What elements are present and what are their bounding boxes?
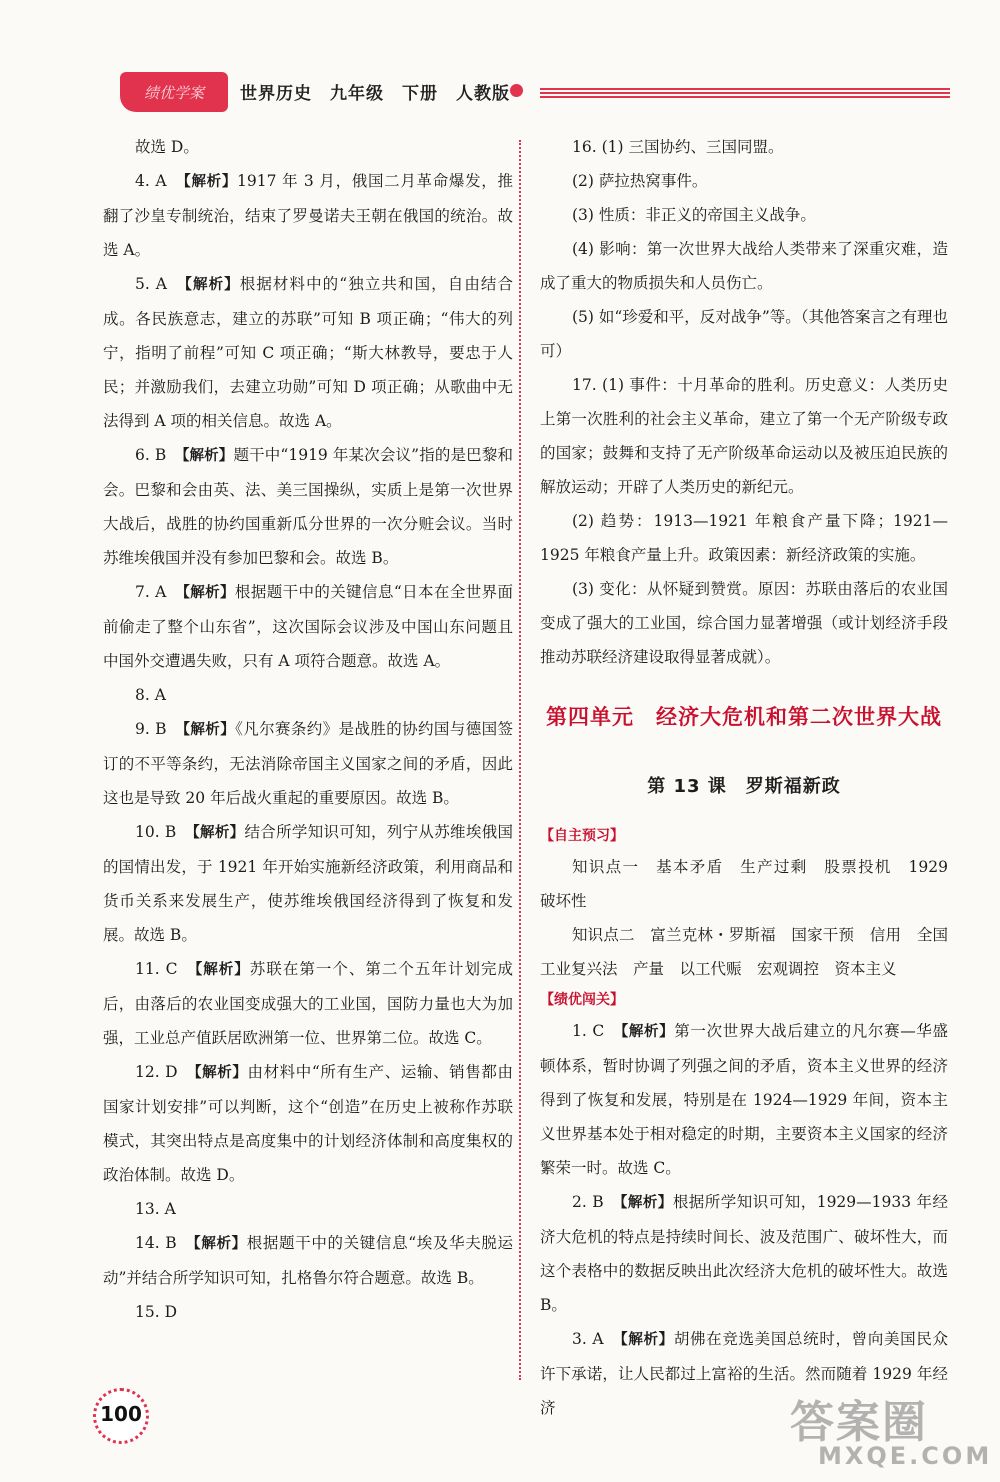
brand-badge: 绩优学案 [120, 72, 228, 112]
page-number: 100 [100, 1402, 142, 1426]
answer-number: 12. D [135, 1063, 178, 1081]
answer-line: (3) 变化：从怀疑到赞赏。原因：苏联由落后的农业国变成了强大的工业国，综合国力显著增强（或计划经济手段推动苏联经济建设取得显著成就）。 [540, 580, 948, 666]
answer-line: (2) 趋势：1913—1921 年粮食产量下降；1921—1925 年粮食产量上升。政策因素：新经济政策的实施。 [540, 512, 948, 564]
answer-item [103, 952, 513, 1055]
answer-number: 10. B [135, 823, 177, 841]
answer-text: 第一次世界大战后建立的凡尔赛—华盛顿体系，暂时协调了列强之间的矛盾，资本主义世界的经济得到了恢复和发展，特别是在 1924—1929 年间，资本主义世界基本处于相对稳定的时期，主要资本主义国家的经济繁荣一时。故选 C。 [540, 1022, 948, 1177]
left-column [103, 130, 513, 1329]
preview-section-tag: 【自主预习】 [540, 828, 624, 844]
answer-number: 1. C [572, 1022, 605, 1040]
answer-text: 故选 D。 [135, 138, 199, 156]
answer-item [103, 1192, 513, 1226]
page-header [100, 72, 950, 112]
analysis-tag: 【解析】 [194, 962, 250, 978]
header-rule [540, 88, 950, 98]
answer-number: 7. A [135, 583, 167, 601]
analysis-tag: 【解析】 [183, 174, 238, 190]
analysis-tag: 【解析】 [192, 825, 245, 841]
knowledge-point-2: 知识点二 富兰克林・罗斯福 国家干预 信用 全国工业复兴法 产量 以工代赈 宏观调控 资本主义 [540, 926, 948, 978]
header-dot [510, 84, 523, 97]
watermark-line2: MXQE.COM [818, 1442, 993, 1470]
right-column [540, 130, 964, 1425]
answer-item [103, 267, 513, 438]
answer-text: 结合所学知识可知，列宁从苏维埃俄国的国情出发，于 1921 年开始实施新经济政策，利用商品和货币关系来发展生产，使苏维埃俄国经济得到了恢复和发展。故选 B。 [103, 823, 513, 944]
unit-heading: 第四单元 经济大危机和第二次世界大战 [546, 705, 942, 729]
answer-number: 4. A [135, 172, 167, 190]
answer-item [540, 1014, 948, 1185]
analysis-tag: 【解析】 [621, 1024, 675, 1040]
answer-text: 苏联在第一个、第二个五年计划完成后，由落后的农业国变成强大的工业国，国防力量也大为加强，工业总产值跃居欧洲第一位、世界第二位。故选 C。 [103, 960, 513, 1047]
answer-item [103, 575, 513, 678]
answer-number: 8. A [135, 686, 166, 704]
answer-number: 13. A [135, 1200, 176, 1218]
answer-number: 5. A [135, 275, 167, 293]
analysis-tag: 【解析】 [620, 1332, 674, 1348]
answer-item [103, 130, 513, 164]
answer-item [103, 438, 513, 575]
watermark [790, 1386, 993, 1470]
watermark-line1: 答案圈 [790, 1397, 928, 1448]
answer-number: 15. D [135, 1303, 178, 1321]
column-divider [519, 140, 521, 1380]
answer-text: 1917 年 3 月，俄国二月革命爆发，推翻了沙皇专制统治，结束了罗曼诺夫王朝在俄国的统治。故选 A。 [103, 172, 513, 259]
answer-number: 3. A [572, 1330, 604, 1348]
answer-number: 14. B [135, 1234, 177, 1252]
answer-item [103, 678, 513, 712]
answer-item [103, 815, 513, 952]
answer-text: 根据题干中的关键信息“埃及华夫脱运动”并结合所学知识可知，扎格鲁尔符合题意。故选 B。 [103, 1234, 514, 1287]
analysis-tag: 【解析】 [620, 1195, 673, 1211]
analysis-tag: 【解析】 [182, 722, 236, 738]
answer-number: 11. C [135, 960, 178, 978]
analysis-tag: 【解析】 [184, 277, 240, 293]
answer-line: (2) 萨拉热窝事件。 [572, 172, 708, 190]
answer-item [103, 1295, 513, 1329]
answer-line: (4) 影响：第一次世界大战给人类带来了深重灾难，造成了重大的物质损失和人员伤亡。 [540, 240, 948, 292]
answer-text: 由材料中“所有生产、运输、销售都由国家计划安排”可以判断，这个“创造”在历史上被称作苏联模式，其突出特点是高度集中的计划经济体制和高度集权的政治体制。故选 D。 [103, 1063, 513, 1184]
challenge-section-tag: 【绩优闯关】 [540, 992, 624, 1008]
knowledge-point-1: 知识点一 基本矛盾 生产过剩 股票投机 1929 破坏性 [540, 858, 964, 910]
analysis-tag: 【解析】 [193, 1236, 247, 1252]
answer-number: 6. B [135, 446, 167, 464]
answer-item [103, 1055, 513, 1192]
answer-number: 2. B [572, 1193, 604, 1211]
analysis-tag: 【解析】 [182, 585, 235, 601]
header-title: 世界历史 九年级 下册 人教版 [240, 84, 510, 104]
lesson-heading: 第 13 课 罗斯福新政 [647, 776, 841, 797]
answer-line: 16. (1) 三国协约、三国同盟。 [572, 138, 784, 156]
answer-text: 根据所学知识可知，1929—1933 年经济大危机的特点是持续时间长、波及范围广、破坏性大，而这个表格中的数据反映出此次经济大危机的破坏性大。故选 B。 [540, 1193, 949, 1314]
answer-item [540, 1185, 948, 1322]
answer-text: 根据题干中的关键信息“日本在全世界面前偷走了整个山东省”，这次国际会议涉及中国山东问题且中国外交遭遇失败，只有 A 项符合题意。故选 A。 [103, 583, 513, 670]
analysis-tag: 【解析】 [182, 448, 234, 464]
answer-text: 根据材料中的“独立共和国，自由结合成。各民族意志，建立的苏联”可知 B 项正确；“伟大的列宁，指明了前程”可知 C 项正确；“斯大林教导，要忠于人民；并激励我们，去建立功勋”可知 D 项正确；从歌曲中无法得到 A 项的相关信息。故选 A。 [103, 275, 513, 430]
answer-item [103, 1226, 513, 1295]
answer-item [103, 712, 513, 815]
answer-text: 题干中“1919 年某次会议”指的是巴黎和会。巴黎和会由英、法、美三国操纵，实质上是第一次世界大战后，战胜的协约国重新瓜分世界的一次分赃会议。当时苏维埃俄国并没有参加巴黎和会。故选 B。 [103, 446, 513, 567]
answer-item [103, 164, 513, 267]
answer-line: (3) 性质：非正义的帝国主义战争。 [572, 206, 816, 224]
answer-line: 17. (1) 事件：十月革命的胜利。历史意义：人类历史上第一次胜利的社会主义革命，建立了第一个无产阶级专政的国家；鼓舞和支持了无产阶级革命运动以及被压迫民族的解放运动；开辟了人类历史的新纪元。 [540, 376, 948, 496]
answer-line: (5) 如“珍爱和平，反对战争”等。（其他答案言之有理也可） [540, 308, 948, 360]
answer-number: 9. B [135, 720, 167, 738]
answer-text: 《凡尔赛条约》是战胜的协约国与德国签订的不平等条约，无法消除帝国主义国家之间的矛盾，因此这也是导致 20 年后战火重起的重要原因。故选 B。 [103, 720, 513, 807]
analysis-tag: 【解析】 [194, 1065, 248, 1081]
answer-text: 胡佛在竞选美国总统时，曾向美国民众许下承诺，让人民都过上富裕的生活。然而随着 1929 年经济 [540, 1330, 948, 1417]
page-number-badge [93, 1388, 149, 1444]
